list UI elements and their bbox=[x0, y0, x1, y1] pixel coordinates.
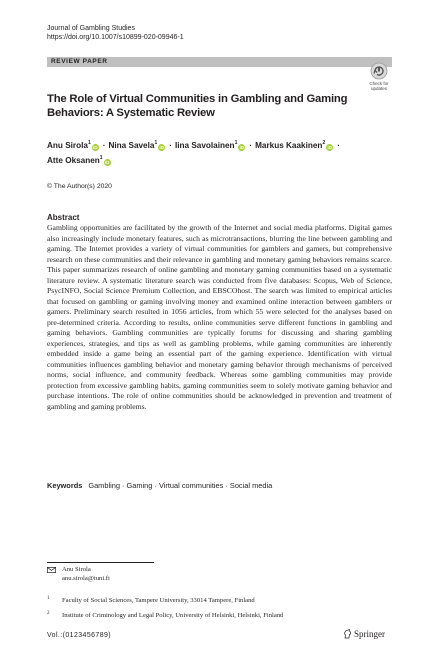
orcid-icon[interactable]: iD bbox=[239, 145, 245, 150]
author-name: Nina Savela bbox=[108, 141, 155, 150]
section-label-bar bbox=[47, 57, 392, 67]
author-list bbox=[47, 137, 387, 167]
author-separator: · bbox=[169, 141, 172, 150]
volume-footer-code: Vol.:(0123456789) bbox=[47, 632, 112, 639]
affiliation-marker: 1 bbox=[234, 140, 238, 146]
author-name: Iina Savolainen bbox=[174, 141, 235, 150]
author[interactable] bbox=[175, 141, 246, 150]
author-name: Atte Oksanen bbox=[47, 156, 100, 165]
orcid-icon[interactable]: iD bbox=[104, 160, 110, 165]
section-label: REVIEW PAPER bbox=[51, 58, 108, 65]
author[interactable] bbox=[108, 141, 166, 150]
author-separator: · bbox=[249, 141, 253, 150]
copyright-notice: © The Author(s) 2020 bbox=[47, 183, 112, 190]
keywords-list: Gambling · Gaming · Virtual communities · Social media bbox=[88, 481, 273, 490]
author[interactable] bbox=[255, 141, 334, 150]
journal-name: Journal of Gambling Studies bbox=[47, 25, 135, 32]
doi-link[interactable]: https://doi.org/10.1007/s10899-020-09946-1 bbox=[47, 34, 184, 41]
contact-name: Anu Sirola bbox=[62, 566, 91, 573]
footnote-divider bbox=[47, 562, 154, 563]
author-separator: · bbox=[337, 141, 340, 150]
orcid-icon[interactable]: iD bbox=[159, 145, 164, 150]
affiliation-text: Faculty of Social Sciences, Tampere University, 33014 Tampere, Finland bbox=[62, 597, 255, 604]
affiliation-marker: 1 bbox=[154, 140, 158, 146]
orcid-icon[interactable]: iD bbox=[327, 145, 332, 150]
author-name: Markus Kaakinen bbox=[255, 141, 323, 150]
author-separator: · bbox=[102, 141, 106, 150]
orcid-icon[interactable]: iD bbox=[92, 145, 98, 150]
springer-horse-icon bbox=[343, 629, 352, 639]
affiliation-marker: 1 bbox=[87, 140, 91, 146]
author[interactable] bbox=[47, 156, 112, 165]
abstract-text: Gambling opportunities are facilitated by the growth of the Internet and social media platforms. Digital games also increasingly include monetary features, such as microtransactions, blurring the line between gambling and gaming. The Internet provides a variety of virtual communities for gamblers and gamers, but comprehensive research on these communities and their relevance in gambling and monetary gaming behaviors remains scarce. This paper summarizes research of online gambling and monetary gaming communities based on a systematic literature review. A systematic literature search was conducted from five databases: Scopus, Web of Science, PsycINFO, Social Science Premium Collection, and EBSCOhost. The search was limited to empirical articles that focused on gambling or gaming involving money and examined online interaction between gamblers or gamers. Preliminary search resulted in 1056 articles, from which 55 were selected for the analyses based on pre-determined criteria. According to results, online communities serve different functions in gambling and gaming behaviors. Gambling communities are typically forums for discussing and sharing gambling experiences, strategies, and tips as well as gambling problems, while gaming communities are inherently embedded inside a game being an essential part of the gaming experience. Identification with virtual communities influences gambling behavior and monetary gaming behavior through mechanisms of perceived norms, social influence, and community feedback. Whereas some gambling communities may provide protection from excessive gambling habits, gaming communities seem to solely motivate gaming behavior and purchase intentions. The role of online communities should be acknowledged in prevention and treatment of gambling and gaming problems. bbox=[47, 223, 392, 411]
abstract-heading: Abstract bbox=[47, 213, 80, 222]
article-title: The Role of Virtual Communities in Gambling and Gaming Behaviors: A Systematic Review bbox=[47, 93, 348, 119]
check-for-updates-label: Check for updates bbox=[369, 81, 389, 91]
keywords-heading: Keywords bbox=[47, 481, 83, 490]
contact-email[interactable]: anu.sirola@tuni.fi bbox=[62, 574, 110, 582]
affiliation-number: 1 bbox=[47, 596, 50, 601]
affiliation-text: Institute of Criminology and Legal Policy, University of Helsinki, Helsinki, Finland bbox=[62, 612, 284, 619]
affiliation-number: 2 bbox=[47, 611, 50, 616]
author-name: Anu Sirola bbox=[47, 141, 88, 150]
affiliation-marker: 1 bbox=[99, 155, 103, 161]
author[interactable] bbox=[47, 141, 100, 150]
publisher-logo bbox=[343, 629, 385, 639]
affiliation-marker: 2 bbox=[322, 140, 326, 146]
journal-header bbox=[47, 24, 184, 42]
check-for-updates-icon bbox=[364, 62, 394, 82]
keywords-line bbox=[47, 481, 392, 490]
check-for-updates-badge[interactable] bbox=[364, 62, 394, 92]
mail-icon bbox=[47, 567, 56, 573]
publisher-name: Springer bbox=[354, 629, 385, 639]
